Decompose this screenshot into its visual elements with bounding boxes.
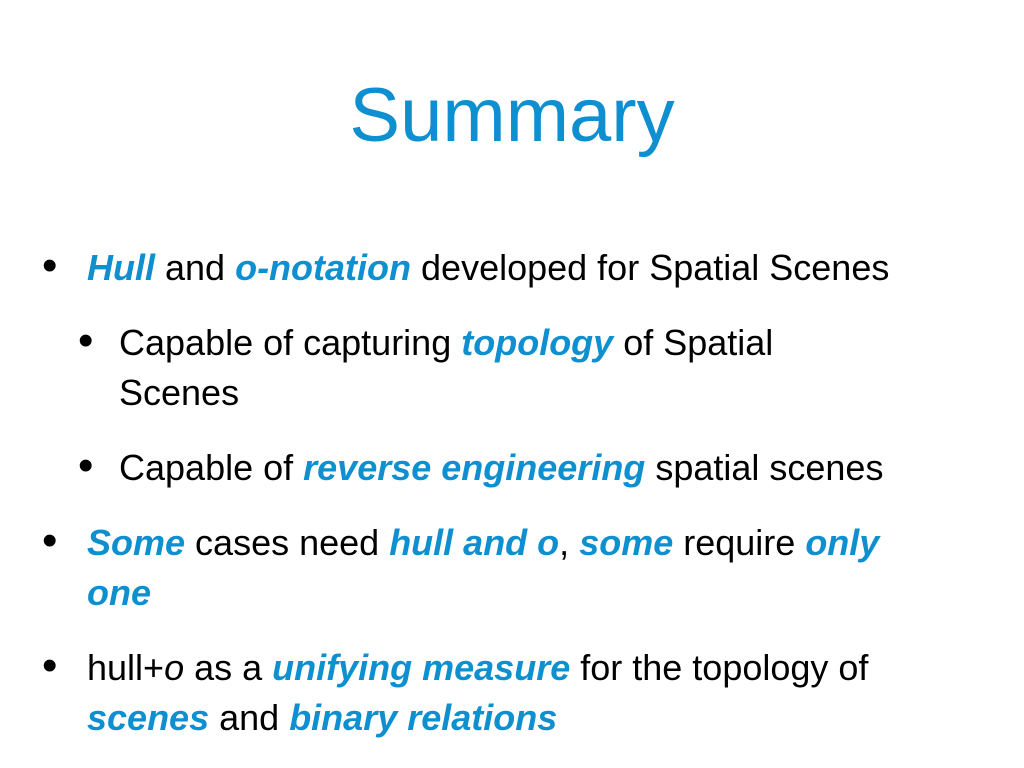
bullet-2-line-2 (87, 570, 151, 616)
sub-bullet-1a-lead: Capable of capturing (119, 322, 462, 363)
bullet-1-rest: developed for Spatial Scenes (411, 247, 890, 288)
sub-bullet-1b-lead: Capable of (119, 447, 304, 488)
sub-bullet-1b-marker: • (78, 441, 94, 490)
bullet-2-marker: • (42, 516, 58, 565)
bullet-3-as-a: as a (184, 647, 273, 688)
sub-bullet-1a-marker: • (78, 316, 94, 365)
sub-bullet-1b-text (119, 445, 883, 491)
bullet-2-only: only (805, 522, 880, 563)
bullet-3-unifying-measure: unifying measure (272, 647, 571, 688)
bullet-3-line-2 (87, 695, 557, 741)
bullet-1-and: and (155, 247, 236, 288)
bullet-2-require: require (673, 522, 806, 563)
bullet-2-cases-need: cases need (185, 522, 390, 563)
bullet-2-comma: , (559, 522, 580, 563)
bullet-3-binary-relations: binary relations (289, 697, 558, 738)
bullet-3-topology-of: for the topology of (570, 647, 869, 688)
sub-bullet-1a-topology: topology (461, 322, 614, 363)
bullet-3-scenes: scenes (87, 697, 210, 738)
bullet-2-hull-and-o: hull and o (389, 522, 560, 563)
sub-bullet-1a-tail: of Spatial (613, 322, 774, 363)
bullet-3-hull-plus: hull+ (87, 647, 165, 688)
bullet-3-and: and (209, 697, 290, 738)
slide-title: Summary (349, 73, 675, 158)
bullet-2-one: one (87, 572, 152, 613)
bullet-3-line-1 (87, 645, 868, 691)
bullet-3-o: o (164, 647, 185, 688)
sub-bullet-1a-line-1 (119, 320, 773, 366)
sub-bullet-1b-reverse-engineering: reverse engineering (303, 447, 646, 488)
bullet-1-o-notation: o-notation (235, 247, 412, 288)
bullet-1-text (87, 245, 889, 291)
bullet-3-marker: • (42, 641, 58, 690)
bullet-2-some-2: some (579, 522, 674, 563)
bullet-1-marker: • (42, 241, 58, 290)
sub-bullet-1b-tail: spatial scenes (645, 447, 884, 488)
bullet-2-line-1 (87, 520, 879, 566)
bullet-2-some: Some (87, 522, 186, 563)
sub-bullet-1a-line-2: Scenes (119, 372, 240, 413)
bullet-1-hull: Hull (87, 247, 155, 288)
